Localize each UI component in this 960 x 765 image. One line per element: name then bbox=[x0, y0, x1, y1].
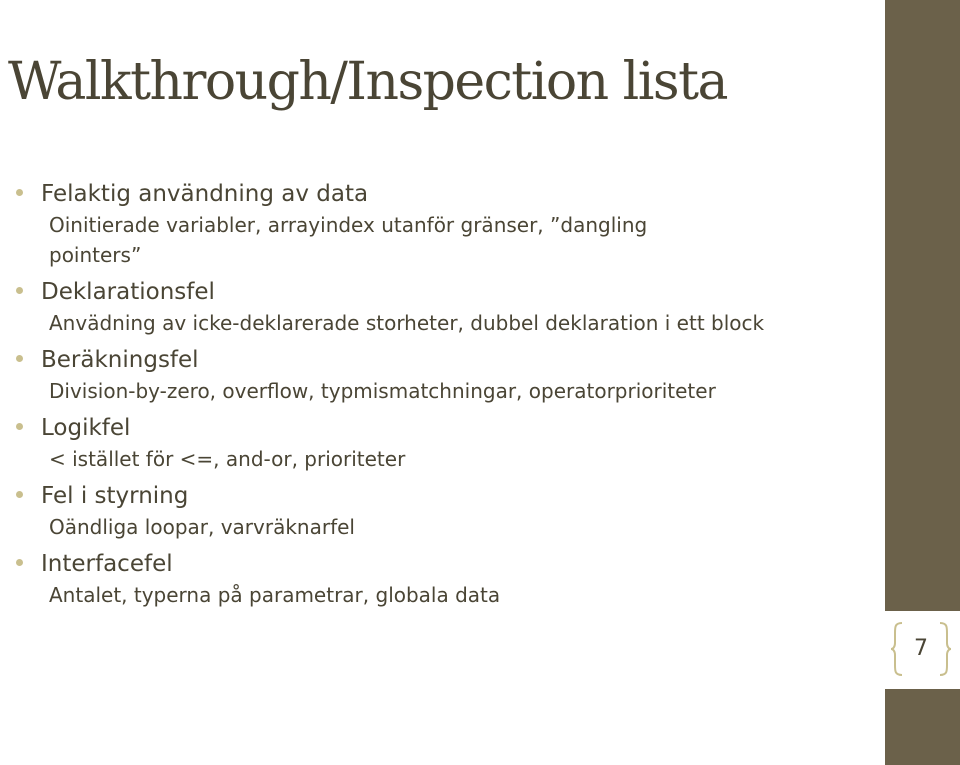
bullet-dot-icon bbox=[16, 189, 23, 196]
bullet-dot-icon bbox=[16, 423, 23, 430]
item-description: Oinitierade variabler, arrayindex utanför gränser, ”dangling pointers” bbox=[49, 213, 648, 267]
list-item bbox=[0, 480, 860, 542]
bullet-dot-icon bbox=[16, 287, 23, 294]
item-description: < istället för <=, and-or, prioriteter bbox=[49, 447, 406, 471]
list-item bbox=[0, 344, 860, 406]
item-description: Oändliga loopar, varvräknarfel bbox=[49, 515, 355, 539]
item-title: Interfacefel bbox=[41, 551, 173, 577]
item-description: Division-by-zero, overflow, typmismatchningar, operatorprioriteter bbox=[49, 379, 716, 403]
page-number-box bbox=[882, 611, 960, 689]
item-title: Fel i styrning bbox=[41, 483, 189, 509]
slide-title: Walkthrough/Inspection lista bbox=[8, 52, 728, 112]
item-description: Anvädning av icke-deklarerade storheter, dubbel deklaration i ett block bbox=[49, 311, 765, 335]
page-number-frame bbox=[890, 621, 952, 677]
list-item bbox=[0, 276, 860, 338]
bullet-dot-icon bbox=[16, 491, 23, 498]
item-title: Deklarationsfel bbox=[41, 279, 215, 305]
bullet-dot-icon bbox=[16, 355, 23, 362]
page-number: 7 bbox=[914, 636, 928, 661]
bullet-dot-icon bbox=[16, 559, 23, 566]
list-item bbox=[0, 412, 860, 474]
item-description: Antalet, typerna på parametrar, globala data bbox=[49, 583, 501, 607]
item-title: Beräkningsfel bbox=[41, 347, 199, 373]
list-item bbox=[0, 548, 860, 610]
bullet-list bbox=[0, 178, 860, 616]
list-item bbox=[0, 178, 860, 270]
item-title: Felaktig användning av data bbox=[41, 181, 369, 207]
item-title: Logikfel bbox=[41, 415, 131, 441]
